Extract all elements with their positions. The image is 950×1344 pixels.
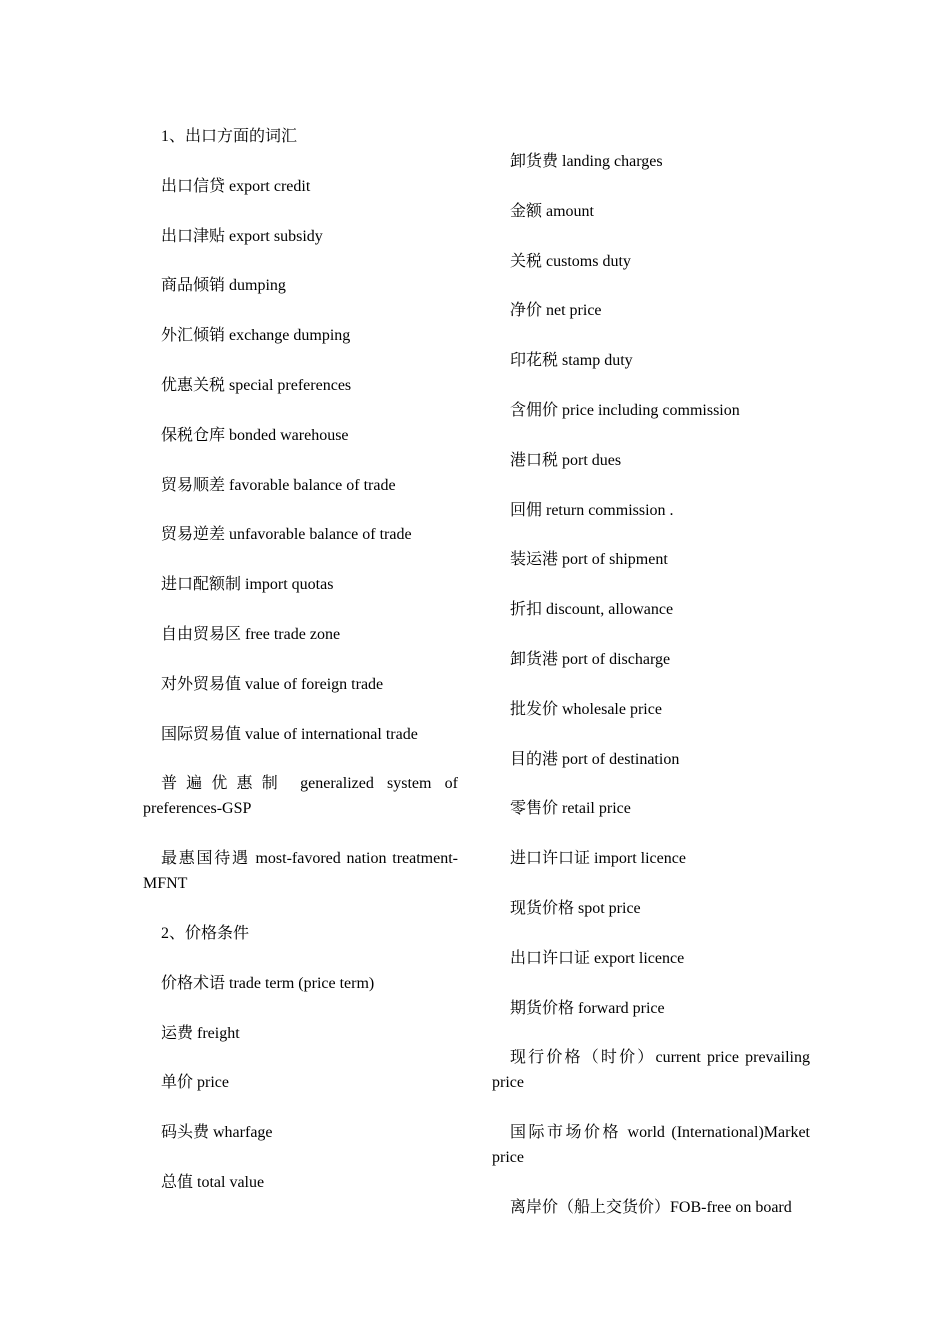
term-import-licence: 进口许口证 import licence [510, 850, 686, 868]
term-port-of-destination: 目的港 port of destination [510, 750, 680, 768]
term-discount: 折扣 discount, allowance [510, 601, 674, 619]
term-exchange-dumping: 外汇倾销 exchange dumping [161, 327, 351, 345]
term-export-subsidy: 出口津贴 export subsidy [161, 227, 323, 245]
term-unfavorable-balance: 贸易逆差 unfavorable balance of trade [161, 526, 412, 544]
term-export-credit: 出口信贷 export credit [161, 177, 311, 195]
term-import-quotas: 进口配额制 import quotas [161, 576, 334, 594]
term-current-price: 现行价格（时价）current price prevailing price [492, 1049, 810, 1092]
term-value-foreign-trade: 对外贸易值 value of foreign trade [161, 675, 384, 693]
term-stamp-duty: 印花税 stamp duty [510, 352, 633, 370]
term-favorable-balance: 贸易顺差 favorable balance of trade [161, 476, 396, 494]
term-total-value: 总值 total value [161, 1173, 265, 1191]
term-free-trade-zone: 自由贸易区 free trade zone [161, 625, 341, 643]
term-dumping: 商品倾销 dumping [161, 277, 286, 295]
term-fob: 离岸价（船上交货价）FOB-free on board [510, 1198, 792, 1216]
left-column [143, 124, 458, 1220]
term-world-market-price: 国际市场价格 world (International)Market price [492, 1124, 810, 1167]
term-wharfage: 码头费 wharfage [161, 1124, 273, 1142]
term-price: 单价 price [161, 1074, 229, 1092]
term-value-international-trade: 国际贸易值 value of international trade [161, 725, 418, 743]
term-bonded-warehouse: 保税仓库 bonded warehouse [161, 426, 349, 444]
term-net-price: 净价 net price [510, 302, 602, 320]
term-gsp: 普遍优惠制 generalized system of preferences-GSP [143, 775, 458, 818]
section-heading-export: 1、出口方面的词汇 [161, 128, 298, 145]
term-export-licence: 出口许口证 export licence [510, 949, 685, 967]
term-price-including-commission: 含佣价 price including commission [510, 401, 740, 419]
term-port-dues: 港口税 port dues [510, 451, 622, 469]
term-landing-charges: 卸货费 landing charges [510, 153, 663, 170]
term-port-of-discharge: 卸货港 port of discharge [510, 650, 671, 668]
term-freight: 运费 freight [161, 1024, 240, 1042]
term-wholesale-price: 批发价 wholesale price [510, 700, 662, 718]
right-column [492, 149, 810, 1245]
term-port-of-shipment: 装运港 port of shipment [510, 551, 668, 569]
term-amount: 金额 amount [510, 202, 594, 220]
term-special-preferences: 优惠关税 special preferences [161, 376, 352, 394]
section-heading-price: 2、价格条件 [161, 924, 250, 942]
term-forward-price: 期货价格 forward price [510, 999, 665, 1017]
term-trade-term: 价格术语 trade term (price term) [161, 974, 375, 992]
term-retail-price: 零售价 retail price [510, 800, 631, 818]
term-customs-duty: 关税 customs duty [510, 252, 631, 270]
term-mfnt: 最惠国待遇 most-favored nation treatment-MFNT [143, 850, 458, 893]
term-spot-price: 现货价格 spot price [510, 899, 641, 917]
term-return-commission: 回佣 return commission . [510, 501, 674, 519]
